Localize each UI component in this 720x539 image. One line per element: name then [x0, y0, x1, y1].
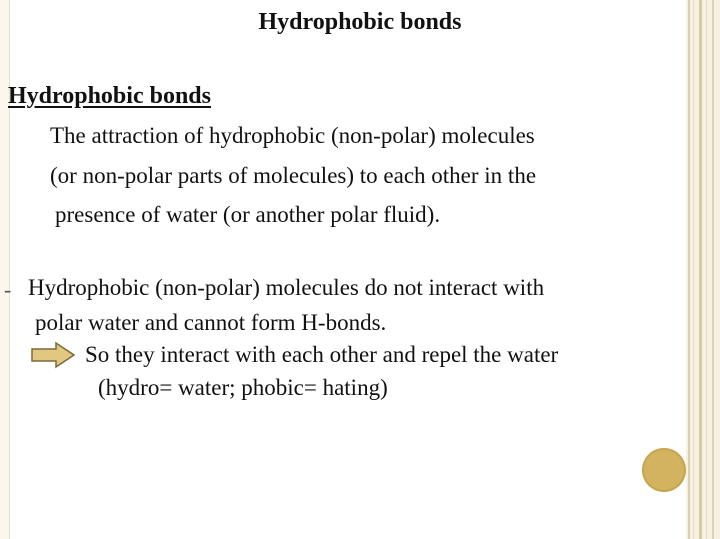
circle-ornament	[642, 448, 686, 492]
explanation-line: Hydrophobic (non-polar) molecules do not interact with	[28, 275, 545, 300]
consequence-line: (hydro= water; phobic= hating)	[98, 375, 388, 400]
left-border-strip	[0, 0, 10, 539]
explanation-line: polar water and cannot form H-bonds.	[35, 310, 387, 335]
slide-title: Hydrophobic bonds	[258, 9, 462, 35]
border-stripe	[699, 0, 702, 539]
definition-line: The attraction of hydrophobic (non-polar) molecules	[50, 123, 535, 148]
consequence-line: So they interact with each other and repel the water	[85, 342, 559, 367]
definition-line: presence of water (or another polar fluid).	[55, 202, 441, 227]
section-heading: Hydrophobic bonds	[8, 83, 211, 109]
definition-line: (or non-polar parts of molecules) to each other in the	[50, 163, 537, 188]
bullet-marker: -	[4, 277, 12, 302]
right-decorative-border	[686, 0, 720, 539]
border-stripe	[712, 0, 714, 539]
border-stripe	[688, 0, 690, 539]
right-arrow-icon	[30, 341, 76, 369]
border-stripe	[706, 0, 707, 539]
border-stripe	[693, 0, 694, 539]
